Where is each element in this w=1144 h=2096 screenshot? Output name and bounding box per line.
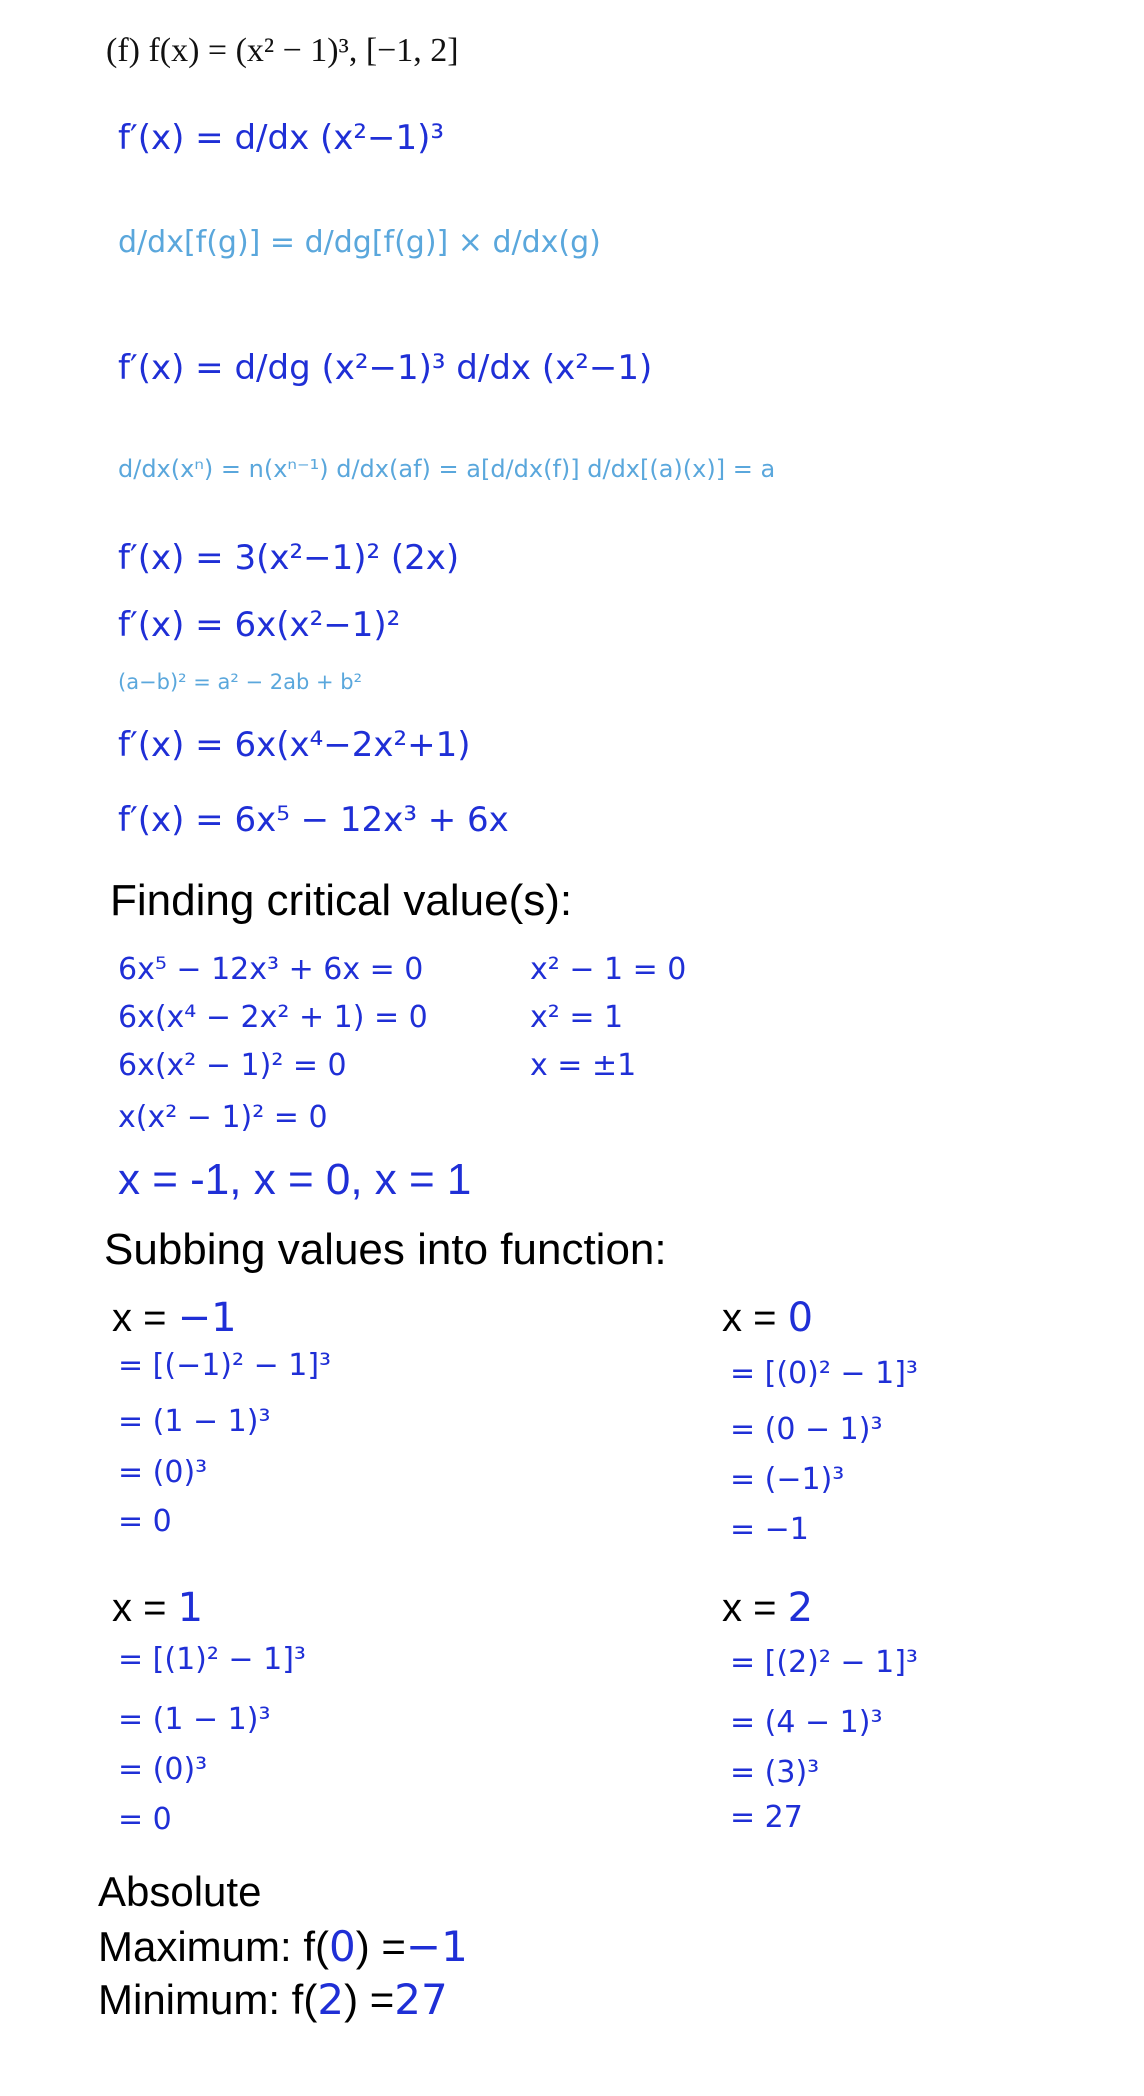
derivative-line-6: f′(x) = 6x⁵ − 12x³ + 6x <box>118 800 509 840</box>
sub-x2-step-4: = 27 <box>730 1800 803 1835</box>
derivative-line-5: f′(x) = 6x(x⁴−2x²+1) <box>118 725 471 765</box>
sub-block-x0-label <box>722 1295 813 1341</box>
critical-right-line-1: x² − 1 = 0 <box>530 952 687 987</box>
sub-x1-step-2: = (1 − 1)³ <box>118 1702 271 1737</box>
sub-xneg1-step-4: = 0 <box>118 1504 172 1539</box>
sub-x0-step-1: = [(0)² − 1]³ <box>730 1356 918 1391</box>
min-equals: ) = <box>344 1976 395 2023</box>
sub-x2-step-2: = (4 − 1)³ <box>730 1705 883 1740</box>
sub-x2-step-1: = [(2)² − 1]³ <box>730 1645 918 1680</box>
subbing-heading: Subbing values into function: <box>104 1225 667 1274</box>
chain-rule-note: d/dx[f(g)] = d/dg[f(g)] × d/dx(g) <box>118 225 601 260</box>
derivative-rules-note: d/dx(xⁿ) = n(xⁿ⁻¹) d/dx(af) = a[d/dx(f)] d/dx[(a)(x)] = a <box>118 455 776 483</box>
sub-xneg1-step-1: = [(−1)² − 1]³ <box>118 1348 332 1383</box>
sub-xneg1-step-2: = (1 − 1)³ <box>118 1404 271 1439</box>
sub-label-value: 0 <box>787 1295 814 1341</box>
absolute-minimum-line <box>98 1975 448 2024</box>
min-x-value: 2 <box>317 1975 345 2024</box>
sub-x2-step-3: = (3)³ <box>730 1755 820 1790</box>
max-x-value: 0 <box>329 1922 356 1971</box>
square-identity-note: (a−b)² = a² − 2ab + b² <box>118 670 363 694</box>
sub-label-value: 2 <box>787 1585 814 1631</box>
sub-label-value: −1 <box>177 1295 237 1341</box>
derivative-line-3: f′(x) = 3(x²−1)² (2x) <box>118 538 460 578</box>
min-prefix: Minimum: f( <box>98 1976 318 2023</box>
critical-right-line-2: x² = 1 <box>530 1000 624 1035</box>
sub-label-prefix: x = <box>112 1586 178 1630</box>
sub-block-x2-label <box>722 1585 813 1631</box>
sub-label-prefix: x = <box>722 1586 788 1630</box>
critical-values-heading: Finding critical value(s): <box>110 876 573 925</box>
sub-x0-step-3: = (−1)³ <box>730 1462 845 1497</box>
max-function-value: −1 <box>405 1922 468 1971</box>
derivative-line-1: f′(x) = d/dx (x²−1)³ <box>118 118 445 158</box>
sub-x0-step-4: = −1 <box>730 1512 809 1547</box>
min-function-value: 27 <box>394 1975 448 2024</box>
derivative-line-4: f′(x) = 6x(x²−1)² <box>118 605 401 645</box>
problem-statement: (f) f(x) = (x² − 1)³, [−1, 2] <box>106 32 459 69</box>
absolute-heading: Absolute <box>98 1868 262 1915</box>
sub-label-prefix: x = <box>112 1296 178 1340</box>
sub-block-xneg1-label <box>112 1295 237 1341</box>
max-prefix: Maximum: f( <box>98 1923 329 1970</box>
critical-right-line-3: x = ±1 <box>530 1048 637 1083</box>
critical-values-result: x = -1, x = 0, x = 1 <box>118 1155 472 1204</box>
sub-x1-step-3: = (0)³ <box>118 1752 208 1787</box>
sub-label-prefix: x = <box>722 1296 788 1340</box>
critical-left-line-1: 6x⁵ − 12x³ + 6x = 0 <box>118 952 424 987</box>
critical-left-line-4: x(x² − 1)² = 0 <box>118 1100 328 1135</box>
sub-xneg1-step-3: = (0)³ <box>118 1455 208 1490</box>
sub-x1-step-1: = [(1)² − 1]³ <box>118 1642 306 1677</box>
sub-x1-step-4: = 0 <box>118 1802 172 1837</box>
critical-left-line-3: 6x(x² − 1)² = 0 <box>118 1048 347 1083</box>
sub-label-value: 1 <box>177 1585 204 1631</box>
derivative-line-2: f′(x) = d/dg (x²−1)³ d/dx (x²−1) <box>118 348 653 388</box>
sub-block-x1-label <box>112 1585 203 1631</box>
sub-x0-step-2: = (0 − 1)³ <box>730 1412 883 1447</box>
absolute-maximum-line <box>98 1922 468 1971</box>
max-equals: ) = <box>355 1923 406 1970</box>
critical-left-line-2: 6x(x⁴ − 2x² + 1) = 0 <box>118 1000 428 1035</box>
